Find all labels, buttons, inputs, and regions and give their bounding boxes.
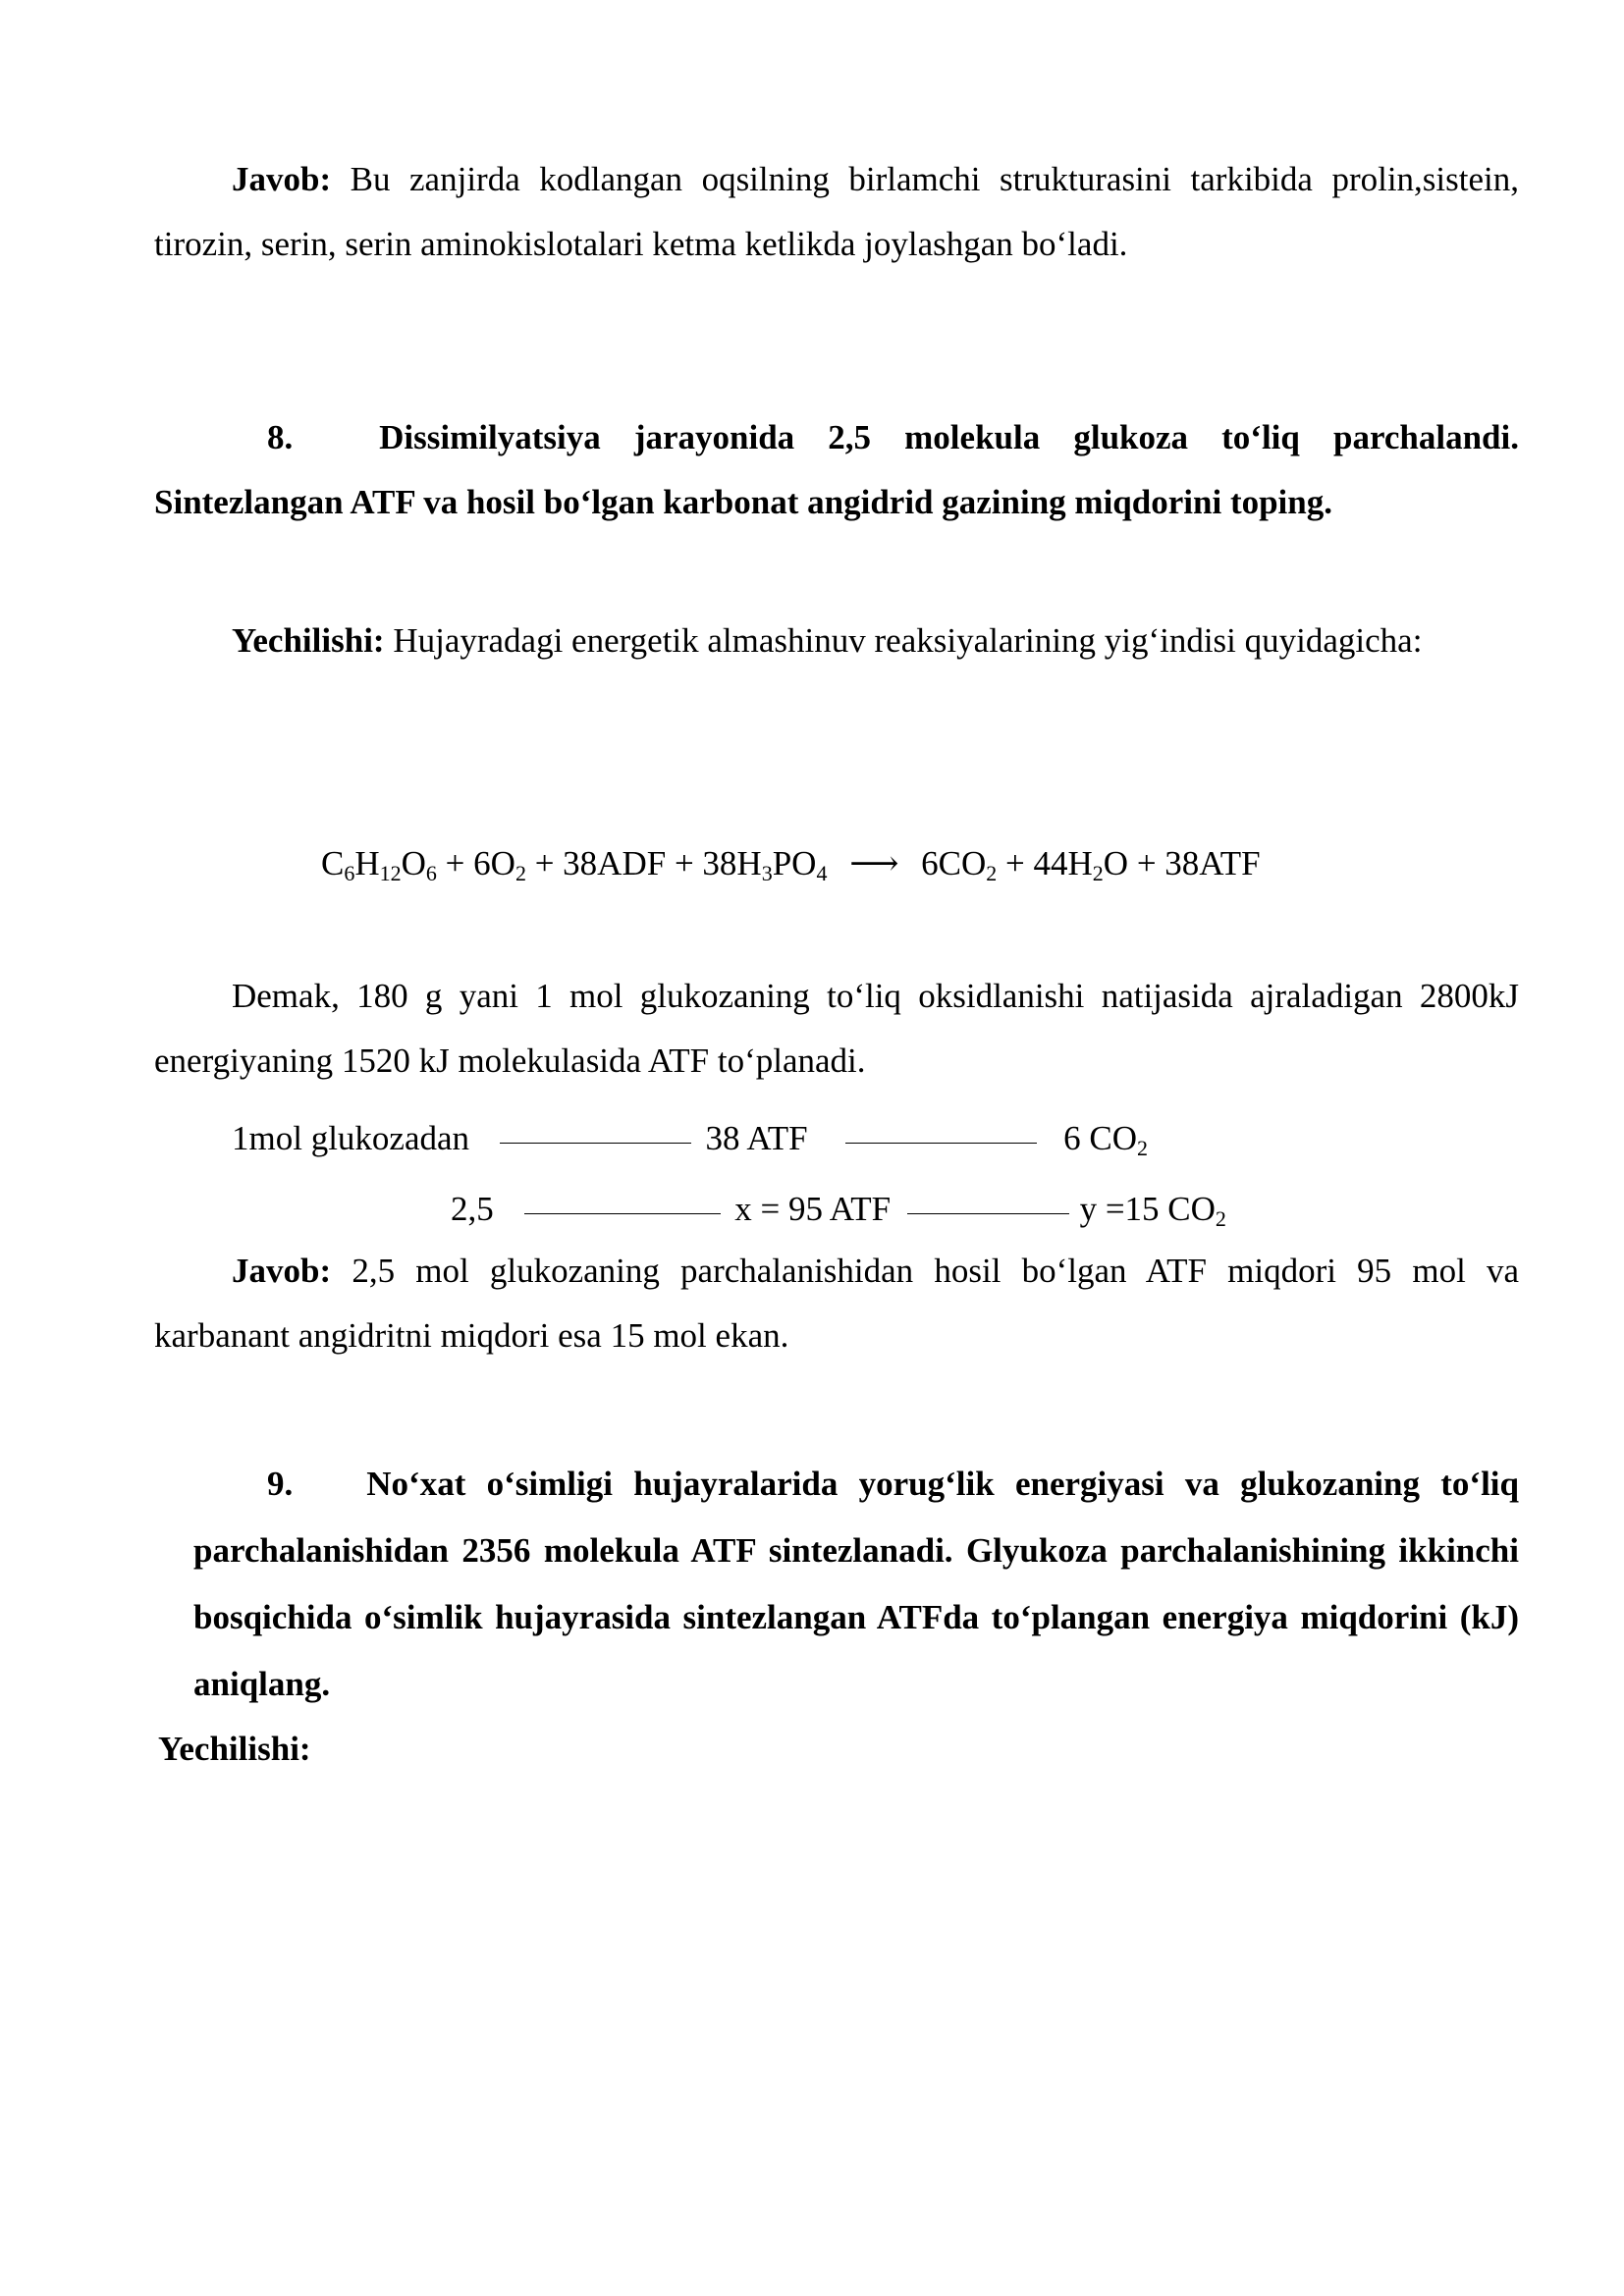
q8-solution-label: Yechilishi: <box>232 621 385 660</box>
q7-answer-label: Javob: <box>232 160 332 198</box>
eq-c-sub: 6 <box>344 861 355 885</box>
q8-answer-paragraph <box>154 1239 1519 1368</box>
q8-answer-label: Javob: <box>232 1252 332 1290</box>
dash-line <box>845 1143 1037 1144</box>
q9-question <box>193 1451 1519 1718</box>
eq-h: H <box>354 844 380 882</box>
eq-o2: + 6O <box>436 844 515 882</box>
q8-solution-paragraph <box>154 609 1519 673</box>
proportion-row-2 <box>451 1190 1226 1229</box>
dash-line <box>524 1213 721 1214</box>
eq-o-sub: 6 <box>425 861 437 885</box>
eq-tail: O + 38ATF <box>1103 844 1261 882</box>
proportion-row1-co2: 6 CO <box>1063 1119 1137 1157</box>
eq-h3-sub: 3 <box>761 861 773 885</box>
eq-co2: 6CO <box>921 844 987 882</box>
reaction-equation <box>321 844 1261 883</box>
dash-line <box>907 1213 1069 1214</box>
proportion-row2-label: 2,5 <box>451 1190 494 1228</box>
proportion-row2-co2-sub: 2 <box>1215 1206 1226 1231</box>
proportion-row1-label: 1mol glukozadan <box>232 1119 470 1157</box>
proportion-row1-co2-sub: 2 <box>1136 1136 1148 1160</box>
eq-po-sub: 4 <box>816 861 828 885</box>
dash-line <box>500 1143 691 1144</box>
eq-adf: + 38ADF + 38H <box>525 844 762 882</box>
eq-c: C <box>321 844 345 882</box>
q8-answer-text: 2,5 mol glukozaning parchalanishidan hosil bo‘lgan ATF miqdori 95 mol va karbanant angidritni miqdori esa 15 mol ekan. <box>154 1252 1520 1355</box>
q8-question <box>154 405 1519 535</box>
eq-h-sub: 12 <box>379 861 402 885</box>
proportion-row2-co2: y =15 CO <box>1079 1190 1216 1228</box>
q8-explanation-text: Demak, 180 g yani 1 mol glukozaning to‘liq oksidlanishi natijasida ajraladigan 2800kJ energiyaning 1520 kJ molekulasida ATF to‘planadi. <box>154 977 1519 1080</box>
proportion-row-1 <box>232 1119 1148 1158</box>
q8-question-text: Dissimilyatsiya jarayonida 2,5 molekula glukoza to‘liq parchalandi. Sintezlangan ATF va hosil bo‘lgan karbonat angidrid gazining miqdorini toping. <box>154 418 1519 521</box>
q7-answer-paragraph <box>154 147 1519 277</box>
q9-solution-label <box>158 1730 311 1769</box>
arrow-icon: ⟶ <box>849 844 899 882</box>
q9-question-text: No‘xat o‘simligi hujayralarida yorug‘lik energiyasi va glukozaning to‘liq parchalanishidan 2356 molekula ATF sintezlanadi. Glyukoza parchalanishining ikkinchi bosqichida o‘simlik hujayrasida sintezlangan ATFda to‘plangan energiya miqdorini (kJ) aniqlang. <box>193 1465 1519 1703</box>
q9-number: 9. <box>267 1465 294 1503</box>
eq-o: O <box>401 844 426 882</box>
eq-h2o: + 44H <box>997 844 1093 882</box>
proportion-row1-atf: 38 ATF <box>705 1119 808 1157</box>
q7-answer-text: Bu zanjirda kodlangan oqsilning birlamchi strukturasini tarkibida prolin,sistein, tirozin, serin, serin aminokislotalari ketma ketlikda joylashgan bo‘ladi. <box>154 160 1519 263</box>
q8-explanation <box>154 964 1519 1094</box>
eq-co2-sub: 2 <box>986 861 998 885</box>
q9-solution-label-text: Yechilishi: <box>158 1730 311 1768</box>
q8-solution-intro: Hujayradagi energetik almashinuv reaksiyalarining yig‘indisi quyidagicha: <box>393 621 1423 660</box>
proportion-row2-atf: x = 95 ATF <box>734 1190 892 1228</box>
eq-o2-sub: 2 <box>514 861 526 885</box>
eq-h2o-sub: 2 <box>1092 861 1104 885</box>
eq-po: PO <box>772 844 817 882</box>
q8-number: 8. <box>267 418 294 456</box>
